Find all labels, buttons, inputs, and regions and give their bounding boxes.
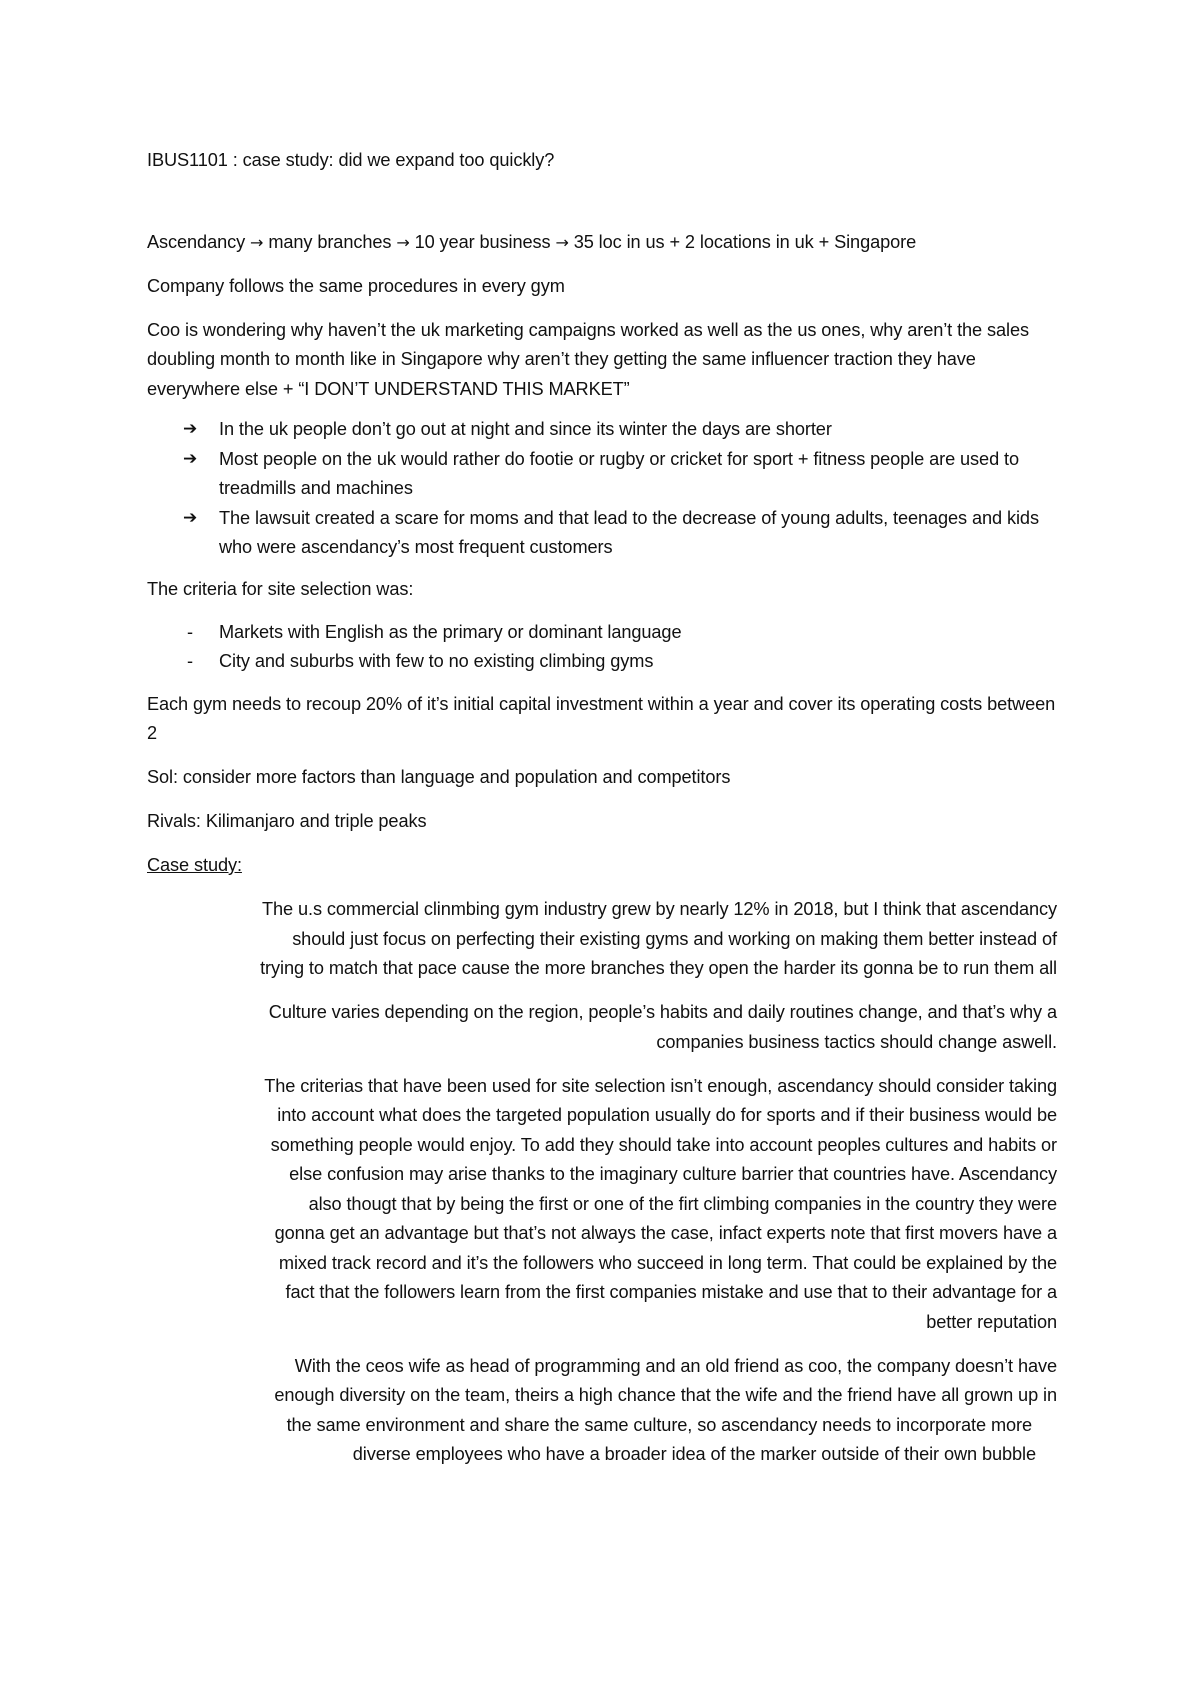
dash-bullet: - [187, 651, 193, 671]
arrow-right-icon: → [555, 232, 569, 252]
paragraph-line: something people would enjoy. To add they should take into account peoples cultures and habits or [270, 1134, 1057, 1155]
arrow-right-icon: → [250, 232, 264, 252]
case-paragraph-diversity [147, 1352, 1062, 1470]
paragraph-line: mixed track record and it’s the followers who succeed in long term. That could be explained by the [278, 1252, 1057, 1273]
coo-question-text: Coo is wondering why haven’t the uk marketing campaigns worked as well as the us ones, why aren’t the sales doubling month to month like in Singapore why aren’t they getting the same influencer traction they have everywhere else + “I DON’T UNDERSTAND THIS MARKET” [147, 319, 1029, 399]
paragraph-line: enough diversity on the team, theirs a high chance that the wife and the friend have all grown up in [274, 1385, 1057, 1405]
reason-text: Most people on the uk would rather do footie or rugby or cricket for sport + fitness people are used to treadmills and machines [219, 448, 1020, 498]
summary-part-branches: many branches [268, 231, 392, 252]
recoup-text: Each gym needs to recoup 20% of it’s initial capital investment within a year and cover its operating costs between 2 [147, 693, 1056, 743]
paragraph-line: also thougt that by being the first or one of the firt climbing companies in the country they were [308, 1193, 1057, 1214]
paragraph-line: The u.s commercial clinmbing gym industry grew by nearly 12% in 2018, but I think that ascendancy [262, 899, 1057, 919]
paragraph-line: The criterias that have been used for site selection isn’t enough, ascendancy should consider taking [264, 1075, 1057, 1096]
criteria-list [147, 618, 1062, 677]
case-paragraph-site-selection [147, 1072, 1062, 1338]
arrow-bullet-icon: ➔ [183, 507, 198, 528]
paragraph-line: fact that the followers learn from the first companies mistake and use that to their advantage for a [285, 1282, 1057, 1302]
paragraph-line: companies business tactics should change aswell. [656, 1031, 1057, 1052]
paragraph-line: into account what does the targeted population usually do for sports and if their business would be [277, 1105, 1057, 1125]
paragraph-line: diverse employees who have a broader idea of the marker outside of their own bubble [352, 1444, 1036, 1464]
list-item [147, 504, 1062, 563]
case-paragraph-growth [147, 895, 1062, 984]
list-item [147, 445, 1062, 504]
case-paragraph-culture [147, 998, 1062, 1057]
summary-part-locations: 35 loc in us + 2 locations in uk + Singapore [573, 231, 917, 252]
list-item [147, 618, 1062, 648]
criteria-text: City and suburbs with few to no existing climbing gyms [219, 651, 654, 671]
dash-bullet: - [187, 621, 193, 642]
reason-text: In the uk people don’t go out at night and since its winter the days are shorter [219, 419, 832, 439]
paragraph-line: gonna get an advantage but that’s not always the case, infact experts note that first movers have a [274, 1223, 1057, 1243]
summary-part-company: Ascendancy [147, 231, 246, 252]
document-body [147, 146, 1062, 1484]
criteria-intro-text: The criteria for site selection was: [147, 578, 414, 599]
case-study-heading: Case study: [147, 855, 242, 875]
reasons-list [147, 415, 1062, 563]
list-item [147, 647, 1062, 677]
paragraph-line: trying to match that pace cause the more branches they open the harder its gonna be to run them all [260, 958, 1057, 978]
paragraph-line: should just focus on perfecting their existing gyms and working on making them better instead of [292, 928, 1057, 949]
reason-text: The lawsuit created a scare for moms and that lead to the decrease of young adults, teenages and kids who were ascendancy’s most frequent customers [219, 507, 1039, 557]
paragraph-line: better reputation [926, 1311, 1057, 1332]
paragraph-line: the same environment and share the same culture, so ascendancy needs to incorporate more [286, 1414, 1032, 1435]
paragraph-line: else confusion may arise thanks to the imaginary culture barrier that countries have. Ascendancy [289, 1164, 1057, 1184]
summary-part-years: 10 year business [414, 231, 551, 252]
arrow-bullet-icon: ➔ [183, 448, 198, 469]
paragraph-line: Culture varies depending on the region, people’s habits and daily routines change, and that’s why a [268, 1002, 1057, 1022]
arrow-bullet-icon: ➔ [183, 419, 198, 439]
rivals-text: Rivals: Kilimanjaro and triple peaks [147, 811, 427, 831]
document-title: IBUS1101 : case study: did we expand too quickly? [147, 150, 555, 170]
paragraph-line: With the ceos wife as head of programming and an old friend as coo, the company doesn’t have [294, 1355, 1057, 1376]
summary-line [147, 228, 1062, 258]
arrow-right-icon: → [396, 232, 410, 252]
procedures-text: Company follows the same procedures in every gym [147, 275, 565, 296]
criteria-text: Markets with English as the primary or dominant language [219, 621, 682, 642]
list-item [147, 415, 1062, 445]
solution-text: Sol: consider more factors than language and population and competitors [147, 767, 731, 787]
